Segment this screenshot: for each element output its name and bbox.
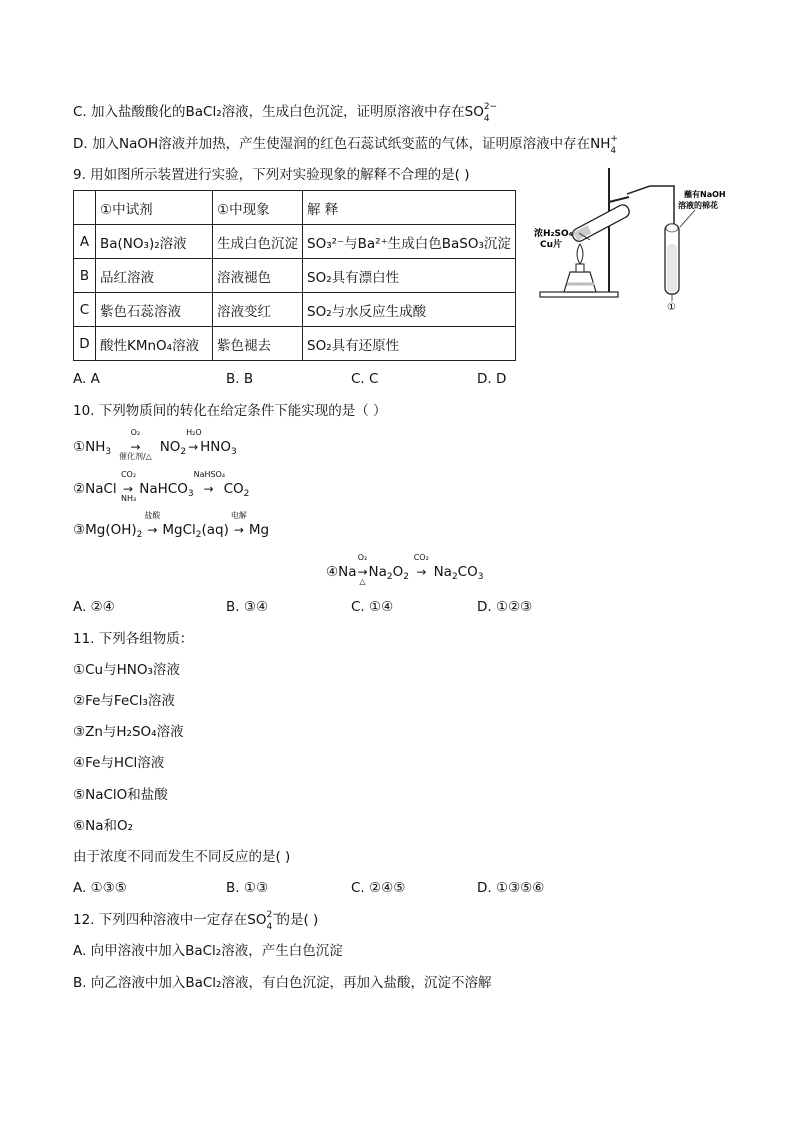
reaction-number: ② (73, 481, 86, 497)
condition-top: CO₂ (120, 470, 137, 479)
species: NaCl (85, 481, 117, 497)
q12-option-b[interactable]: B. 向乙溶液中加入BaCl₂溶液，有白色沉淀，再加入盐酸，沉淀不溶解 (73, 975, 492, 991)
subscript: 2 (386, 572, 393, 582)
reaction-number: ④ (326, 564, 339, 580)
label-cu: Cu片 (540, 240, 563, 250)
option-c-text: C. 加入盐酸酸化的BaCl₂溶液，生成白色沉淀，证明原溶液中存在SO (73, 104, 484, 120)
species: O (392, 564, 404, 580)
option-d[interactable]: D. ①③⑤⑥ (477, 880, 545, 896)
table-row (74, 327, 516, 361)
species: Na (368, 564, 387, 580)
subscript: 3 (187, 489, 194, 499)
option-d[interactable]: D. ①②③ (477, 599, 533, 615)
table-cell: 解 释 (303, 191, 516, 225)
condition-top: O₂ (357, 553, 368, 562)
label-acid: 浓H₂SO₄ (534, 229, 573, 239)
q11-item: ⑥Na和O₂ (73, 818, 134, 834)
option-c[interactable]: C. C (351, 371, 379, 387)
species: NO (159, 439, 181, 455)
q10-stem: 10. 下列物质间的转化在给定条件下能实现的是（ ） (73, 403, 387, 419)
condition-top: CO₂ (413, 553, 429, 562)
label-cotton-1: 蘸有NaOH (684, 190, 726, 199)
table-cell: B (74, 259, 96, 293)
option-d-ion: 4 (610, 146, 617, 156)
q11-item: ②Fe与FeCl₃溶液 (73, 693, 175, 709)
subscript: 2 (180, 447, 187, 457)
species: Na (338, 564, 357, 580)
q11-item: ④Fe与HCl溶液 (73, 755, 165, 771)
option-d[interactable]: D. D (477, 371, 507, 387)
option-a[interactable]: A. ①③⑤ (73, 880, 127, 896)
label-tube: ① (667, 302, 676, 313)
q11-item: ③Zn与H₂SO₄溶液 (73, 724, 184, 740)
subscript: 3 (105, 447, 112, 457)
q12-charge: 2− (266, 910, 280, 920)
table-cell: 生成白色沉淀 (213, 225, 303, 259)
table-cell: D (74, 327, 96, 361)
subscript: 2 (451, 572, 458, 582)
table-cell: 品红溶液 (96, 259, 213, 293)
table-cell: SO₂具有还原性 (303, 327, 516, 361)
option-a[interactable]: A. ②④ (73, 599, 115, 615)
subscript: 2 (243, 489, 250, 499)
q12-option-a[interactable]: A. 向甲溶液中加入BaCl₂溶液，产生白色沉淀 (73, 943, 343, 959)
q12-stem (73, 910, 319, 932)
species: Mg(OH) (85, 522, 137, 538)
condition-bottom: △ (359, 577, 366, 586)
table-cell: ①中现象 (213, 191, 303, 225)
table-cell: A (74, 225, 96, 259)
species: NH (85, 439, 106, 455)
q11-item: ⑤NaClO和盐酸 (73, 787, 168, 803)
q11-item: ①Cu与HNO₃溶液 (73, 662, 180, 678)
condition-top: 盐酸 (144, 511, 161, 520)
subscript: 2 (136, 530, 143, 540)
table-header-row (74, 191, 516, 225)
option-a[interactable]: A. A (73, 371, 100, 387)
option-d-line (73, 134, 620, 156)
option-c[interactable]: C. ②④⑤ (351, 880, 406, 896)
table-cell: SO₂与水反应生成酸 (303, 293, 516, 327)
q11-stem: 11. 下列各组物质： (73, 631, 194, 647)
q11-question: 由于浓度不同而发生不同反应的是( ) (73, 849, 291, 865)
table-cell: C (74, 293, 96, 327)
species: NaHCO (139, 481, 188, 497)
option-c-line (73, 102, 498, 124)
species: MgCl (162, 522, 196, 538)
species-state: (aq) (201, 522, 229, 538)
condition-top: 电解 (230, 511, 247, 520)
subscript: 2 (403, 572, 409, 582)
species: CO (457, 564, 478, 580)
label-cotton-2: 溶液的棉花 (678, 201, 718, 210)
option-b[interactable]: B. ③④ (226, 599, 269, 615)
option-c-charge: 2− (483, 102, 498, 112)
condition-top: H₂O (186, 428, 202, 437)
subscript: 2 (195, 530, 202, 540)
table-cell: SO₂具有漂白性 (303, 259, 516, 293)
option-b[interactable]: B. ①③ (226, 880, 269, 896)
q10-reaction-4: ④Na O₂ → △ $Na_2O_2$ CO₂ → $Na_2CO_3$ (326, 553, 484, 586)
table-row (74, 225, 516, 259)
species: CO (223, 481, 244, 497)
q12-ion: 4 (266, 922, 273, 932)
table-cell: 溶液变红 (213, 293, 303, 327)
subscript: 3 (231, 447, 237, 457)
species: Mg (248, 522, 270, 538)
reaction-number: ① (73, 439, 86, 455)
table-cell: 酸性KMnO₄溶液 (96, 327, 213, 361)
table-cell (74, 191, 96, 225)
apparatus-figure (532, 164, 732, 314)
table-cell: SO₃²⁻与Ba²⁺生成白色BaSO₃沉淀 (303, 225, 516, 259)
table-cell: 溶液褪色 (213, 259, 303, 293)
species: HNO (200, 439, 232, 455)
q12-stem-tail: 的是( ) (276, 912, 319, 928)
condition-top: O₂ (130, 428, 141, 437)
q10-reaction-1: $①NH_3$ O₂ → 催化剂/△ $NO_2$ H₂O → $HNO_3$ (73, 428, 237, 461)
option-c[interactable]: C. ①④ (351, 599, 394, 615)
subscript: 3 (477, 572, 484, 582)
table-cell: 紫色石蕊溶液 (96, 293, 213, 327)
table-row (74, 293, 516, 327)
condition-top: NaHSO₄ (193, 470, 226, 479)
condition-bottom: 催化剂/△ (118, 452, 152, 461)
table-cell: 紫色褪去 (213, 327, 303, 361)
table-cell: ①中试剂 (96, 191, 213, 225)
option-d-text: D. 加入NaOH溶液并加热，产生使湿润的红色石蕊试纸变蓝的气体，证明原溶液中存在NH (73, 136, 611, 152)
q9-stem: 9. 用如图所示装置进行实验，下列对实验现象的解释不合理的是( ) (73, 167, 470, 183)
option-d-charge: + (610, 134, 618, 144)
q9-table (73, 190, 516, 361)
reaction-number: ③ (73, 522, 86, 538)
table-cell: Ba(NO₃)₂溶液 (96, 225, 213, 259)
table-row (74, 259, 516, 293)
condition-bottom: NH₃ (120, 494, 137, 503)
species: Na (433, 564, 452, 580)
option-c-ion: 4 (483, 114, 490, 124)
q10-reaction-3: $③Mg(OH)_2$ 盐酸 → MgCl$_2$(aq) 电解 → Mg (73, 511, 270, 540)
q10-reaction-2: ②NaCl CO₂ → NH₃ NaHCO$_3$ NaHSO₄ → $CO_2$ (73, 470, 250, 503)
q12-stem-text: 12. 下列四种溶液中一定存在SO (73, 912, 267, 928)
option-b[interactable]: B. B (226, 371, 254, 387)
